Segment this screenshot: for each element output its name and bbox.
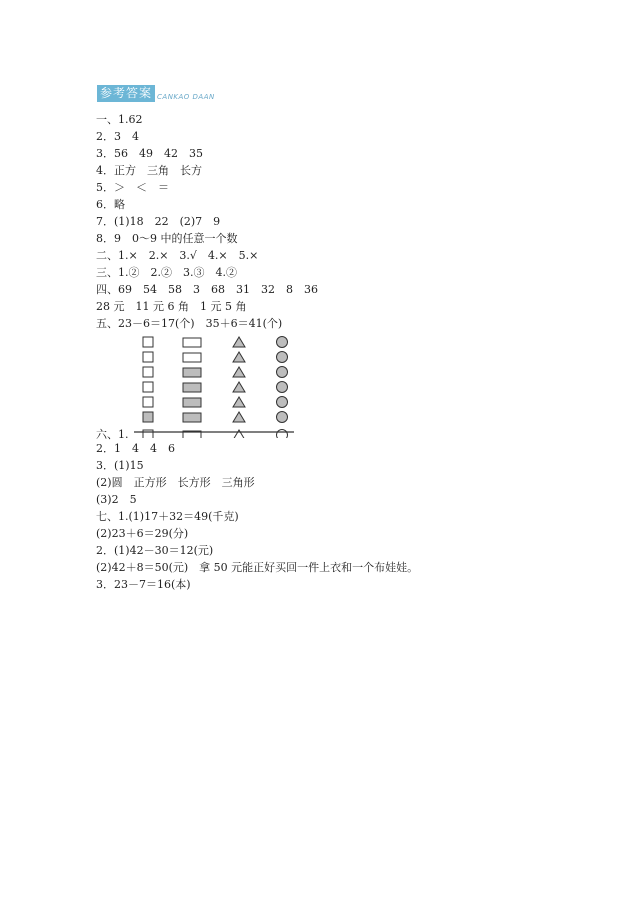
triangle-mark: [233, 412, 245, 422]
circle-mark: [277, 382, 288, 393]
triangle-mark: [233, 382, 245, 392]
answer-banner: [97, 85, 215, 102]
circle-mark: [277, 397, 288, 408]
shape-count-figure: [134, 332, 294, 438]
rectangle-mark: [183, 368, 201, 377]
square-mark: [143, 337, 153, 347]
square-mark: [143, 412, 153, 422]
shape-figure-block: [96, 332, 576, 440]
answer-line: 4．正方 三角 长方: [96, 164, 202, 177]
triangle-mark: [233, 367, 245, 377]
circle-mark: [277, 412, 288, 423]
answer-line: 五、23－6＝17(个) 35＋6＝41(个): [96, 317, 283, 330]
triangle-mark: [233, 397, 245, 407]
answer-line: 6．略: [96, 198, 125, 211]
rectangle-mark: [183, 383, 201, 392]
rectangle-mark: [183, 398, 201, 407]
banner-subtitle: CANKAO DAAN: [157, 92, 215, 101]
banner-title: 参考答案: [97, 85, 155, 102]
answer-line: 7．(1)18 22 (2)7 9: [96, 215, 221, 228]
answer-line: (2)23＋6＝29(分): [96, 527, 189, 540]
answer-line: (3)2 5: [96, 493, 137, 506]
figure-label: 六、1.: [96, 428, 129, 441]
triangle-mark: [233, 430, 245, 438]
answer-line: 5．＞ ＜ ＝: [96, 181, 169, 194]
square-mark: [143, 367, 153, 377]
answer-line: 3．(1)15: [96, 459, 144, 472]
answer-line: 2．1 4 4 6: [96, 442, 175, 455]
answer-line: 2．(1)42－30＝12(元): [96, 544, 214, 557]
answer-line: 一、1.62: [96, 113, 143, 126]
circle-mark: [277, 352, 288, 363]
square-mark: [143, 397, 153, 407]
square-mark: [143, 352, 153, 362]
answer-line: 二、1.× 2.× 3.√ 4.× 5.×: [96, 249, 259, 262]
triangle-mark: [233, 337, 245, 347]
answer-line: 3．23－7＝16(本): [96, 578, 191, 591]
answer-line: 3．56 49 42 35: [96, 147, 203, 160]
circle-mark: [277, 337, 288, 348]
square-mark: [143, 382, 153, 392]
answer-line: 8．9 0～9 中的任意一个数: [96, 232, 238, 245]
answer-line: (2)圆 正方形 长方形 三角形: [96, 476, 255, 489]
answer-line: 三、1.② 2.② 3.③ 4.②: [96, 266, 237, 279]
answer-line: 七、1.(1)17＋32＝49(千克): [96, 510, 239, 523]
rectangle-mark: [183, 353, 201, 362]
rectangle-mark: [183, 413, 201, 422]
answer-line: (2)42＋8＝50(元) 拿 50 元能正好买回一件上衣和一个布娃娃。: [96, 561, 419, 574]
answer-content: [96, 111, 576, 593]
rectangle-mark: [183, 338, 201, 347]
answer-line: 28 元 11 元 6 角 1 元 5 角: [96, 300, 247, 313]
triangle-mark: [233, 352, 245, 362]
circle-mark: [277, 430, 288, 439]
answer-line: 四、69 54 58 3 68 31 32 8 36: [96, 283, 318, 296]
answer-line: 2．3 4: [96, 130, 139, 143]
square-mark: [143, 430, 153, 438]
circle-mark: [277, 367, 288, 378]
